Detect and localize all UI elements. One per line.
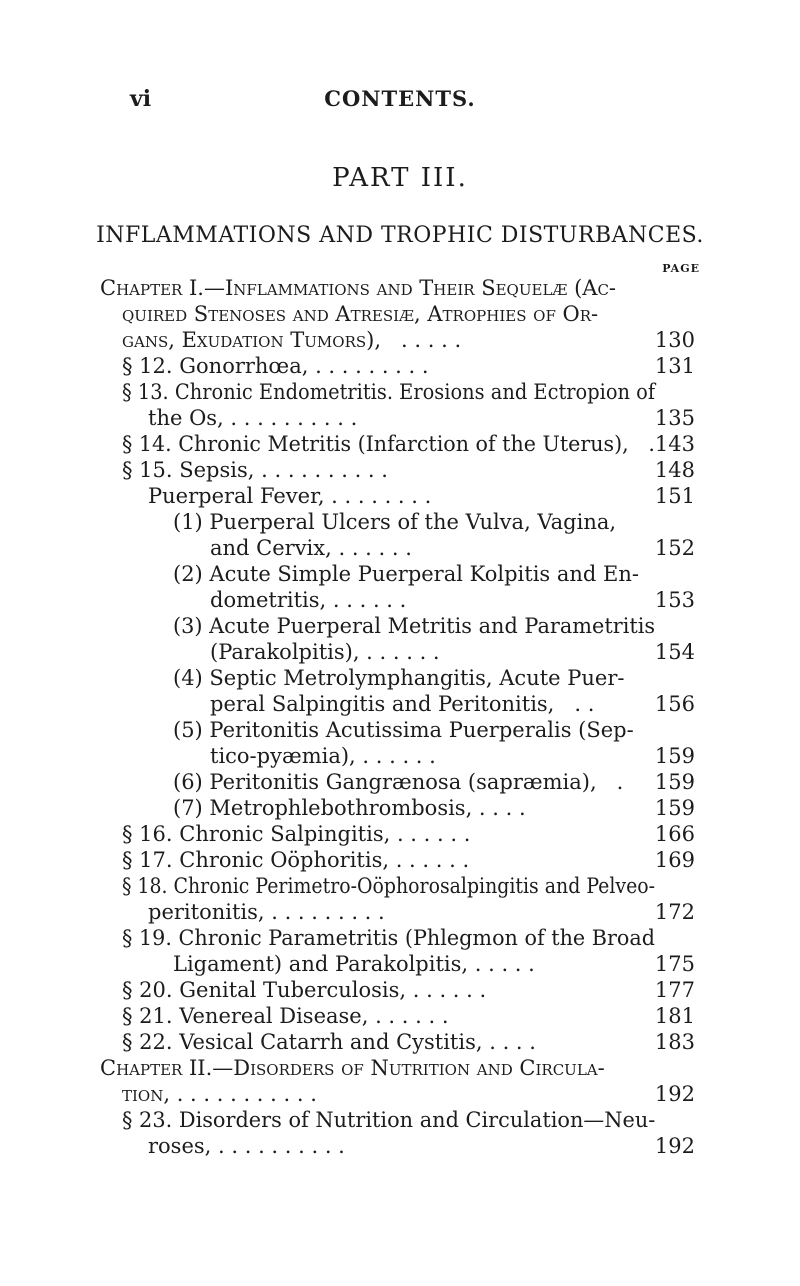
toc-entry-text: § 16. Chronic Salpingitis, . . . . . . [122, 822, 471, 846]
toc-entry-text: § 12. Gonorrhœa, . . . . . . . . . [122, 354, 429, 378]
toc-entry-text: § 21. Venereal Disease, . . . . . . [122, 1004, 449, 1028]
toc-page-number: 148 [654, 458, 695, 482]
toc-page-number: 151 [654, 484, 695, 508]
toc-entry-text: § 18. Chronic Perimetro-Oöphorosalpingitis and Pelveo- [122, 874, 656, 898]
toc-entry-text: (1) Puerperal Ulcers of the Vulva, Vagina, [173, 510, 617, 534]
part-subtitle: INFLAMMATIONS AND TROPHIC DISTURBANCES. [96, 223, 704, 248]
toc-entry-text: § 23. Disorders of Nutrition and Circulation—Neu- [122, 1108, 656, 1132]
page-number: vi [130, 86, 152, 112]
toc-line [0, 1134, 800, 1164]
page-column-label: PAGE [662, 262, 700, 275]
toc-page-number: 181 [654, 1004, 695, 1028]
toc-page-number: 177 [654, 978, 695, 1002]
toc-entry-text: (3) Acute Puerperal Metritis and Parametritis [173, 614, 656, 638]
toc-page-number: 192 [654, 1082, 695, 1106]
toc-entry-text: Chapter II.—Disorders of Nutrition and Circula- [100, 1056, 605, 1080]
running-title: CONTENTS. [324, 86, 476, 111]
toc-page-number: 183 [654, 1030, 695, 1054]
toc-entry-text: Ligament) and Parakolpitis, . . . . . [173, 952, 535, 976]
toc-page-number: 152 [654, 536, 695, 560]
toc-entry-text: the Os, . . . . . . . . . . [148, 406, 358, 430]
toc-entry-text: § 17. Chronic Oöphoritis, . . . . . . [122, 848, 470, 872]
toc-entry-text: § 19. Chronic Parametritis (Phlegmon of the Broad [122, 926, 656, 950]
toc-page-number: 156 [654, 692, 695, 716]
toc-entry-text: § 15. Sepsis, . . . . . . . . . . [122, 458, 388, 482]
toc-entry-text: and Cervix, . . . . . . [210, 536, 412, 560]
running-header [0, 86, 800, 116]
toc-page-number: 175 [654, 952, 695, 976]
toc-page-number: 159 [654, 770, 695, 794]
toc-entry-text: (2) Acute Simple Puerperal Kolpitis and En- [173, 562, 639, 586]
toc-entry-text: (7) Metrophlebothrombosis, . . . . [173, 796, 526, 820]
toc-entry-text: dometritis, . . . . . . [210, 588, 407, 612]
toc-page-number: 169 [654, 848, 695, 872]
toc-entry-text: Chapter I.—Inflammations and Their Sequelæ (Ac- [100, 276, 617, 300]
toc-entry-text: roses, . . . . . . . . . . [148, 1134, 345, 1158]
toc-page-number: 154 [654, 640, 695, 664]
toc-entry-text: § 14. Chronic Metritis (Infarction of the Uterus), . [122, 432, 655, 456]
toc-entry-text: Puerperal Fever, . . . . . . . . [148, 484, 432, 508]
toc-entry-text: tico-pyæmia), . . . . . . [210, 744, 436, 768]
toc-page-number: 166 [654, 822, 695, 846]
toc-entry-text: (4) Septic Metrolymphangitis, Acute Puer- [173, 666, 625, 690]
part-title: PART III. [332, 163, 468, 193]
toc-entry-text: § 22. Vesical Catarrh and Cystitis, . . . . [122, 1030, 536, 1054]
toc-entry-text: (6) Peritonitis Gangrænosa (sapræmia), . [173, 770, 624, 794]
toc-entry-text: (Parakolpitis), . . . . . . [210, 640, 440, 664]
toc-entry-text: (5) Peritonitis Acutissima Puerperalis (Sep- [173, 718, 634, 742]
toc-page-number: 135 [654, 406, 695, 430]
toc-entry-text: gans, Exudation Tumors), . . . . . [122, 328, 462, 352]
toc-page-number: 130 [654, 328, 695, 352]
toc-page-number: 131 [654, 354, 695, 378]
toc-page-number: 172 [654, 900, 695, 924]
toc-page-number: 153 [654, 588, 695, 612]
toc-entry-text: peritonitis, . . . . . . . . . [148, 900, 385, 924]
toc-entry-text: tion, . . . . . . . . . . . [122, 1082, 317, 1106]
toc-entry-text: quired Stenoses and Atresiæ, Atrophies of Or- [122, 302, 599, 326]
toc-page-number: 143 [654, 432, 695, 456]
toc-entry-text: peral Salpingitis and Peritonitis, . . [210, 692, 595, 716]
toc-entry-text: § 20. Genital Tuberculosis, . . . . . . [122, 978, 487, 1002]
toc-entry-text: § 13. Chronic Endometritis. Erosions and Ectropion of [122, 380, 656, 404]
toc-page-number: 192 [654, 1134, 695, 1158]
toc-page-number: 159 [654, 744, 695, 768]
toc-page-number: 159 [654, 796, 695, 820]
